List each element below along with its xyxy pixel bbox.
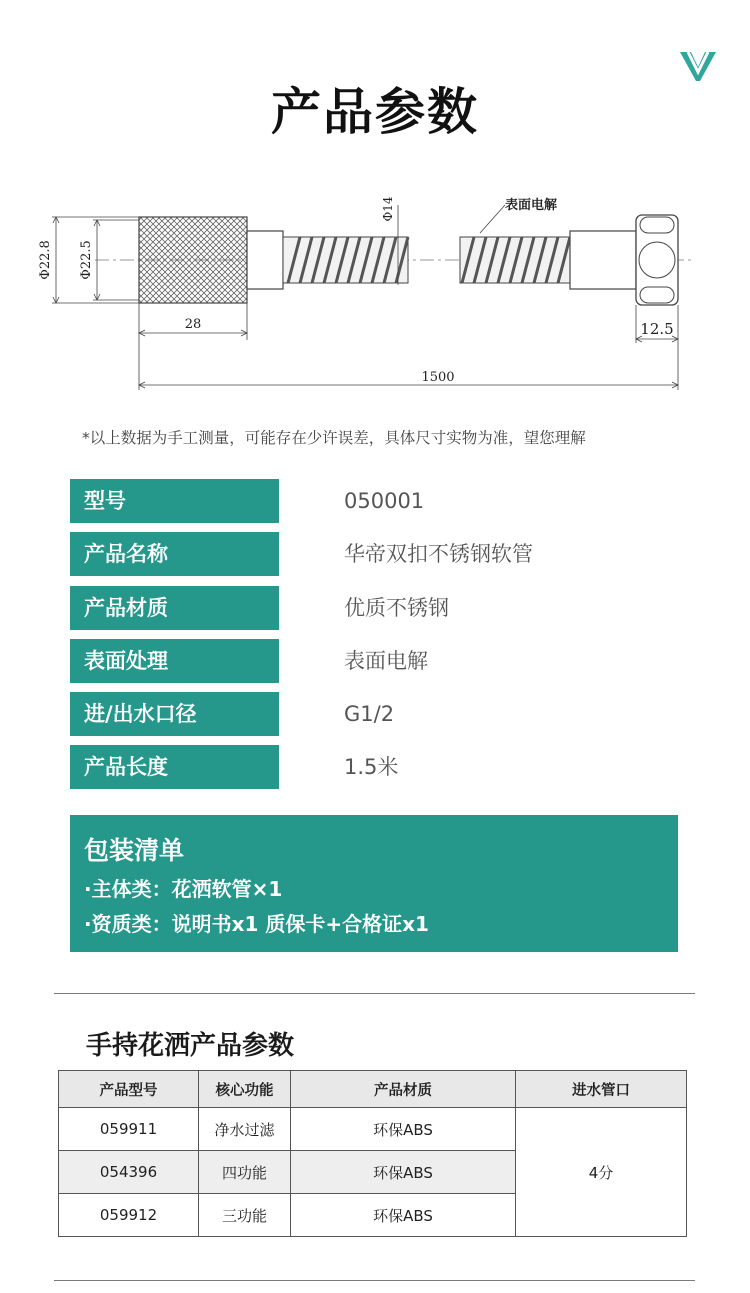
dim-nut-length: 28 — [184, 317, 202, 332]
dim-inner-diameter: Φ22.5 — [79, 240, 94, 280]
knurled-nut — [139, 217, 247, 303]
section-title: 手持花洒产品参数 — [86, 1031, 295, 1061]
table-cell-material: 环保ABS — [291, 1108, 516, 1151]
spec-value: 优质不锈钢 — [344, 596, 449, 620]
table-cell-function: 三功能 — [199, 1194, 291, 1237]
hose-spiral-left — [283, 237, 408, 283]
dim-outer-diameter: Φ22.8 — [38, 240, 53, 280]
package-item: ·主体类：花洒软管×1 — [84, 877, 283, 901]
package-list-box — [70, 815, 678, 952]
table-header: 核心功能 — [199, 1071, 291, 1108]
dim-total-length: 1500 — [421, 370, 455, 385]
spec-label: 产品长度 — [70, 745, 279, 789]
spec-label: 产品名称 — [70, 532, 279, 576]
spec-value: 表面电解 — [344, 649, 428, 673]
spec-row-name — [70, 532, 690, 576]
table-row — [59, 1108, 687, 1151]
package-title: 包装清单 — [84, 836, 185, 865]
spec-value: 050001 — [344, 489, 425, 513]
package-item: ·资质类：说明书x1 质保卡+合格证x1 — [84, 912, 429, 936]
table-cell-inlet: 4分 — [516, 1108, 687, 1237]
hose-dimension-diagram — [30, 185, 720, 405]
spec-row-surface — [70, 639, 690, 683]
table-cell-material: 环保ABS — [291, 1194, 516, 1237]
divider — [54, 993, 695, 994]
table-header: 进水管口 — [516, 1071, 687, 1108]
shower-params-table — [58, 1070, 687, 1237]
dim-hose-diameter: Φ14 — [381, 196, 395, 222]
hose-spiral-right — [460, 237, 570, 283]
spec-label: 型号 — [70, 479, 279, 523]
hex-end-fitting — [636, 215, 678, 305]
table-cell-function: 四功能 — [199, 1151, 291, 1194]
spec-label: 表面处理 — [70, 639, 279, 683]
page-title: 产品参数 — [271, 83, 479, 141]
table-cell-model: 054396 — [59, 1151, 199, 1194]
spec-label: 产品材质 — [70, 586, 279, 630]
table-cell-model: 059911 — [59, 1108, 199, 1151]
table-header: 产品材质 — [291, 1071, 516, 1108]
table-cell-function: 净水过滤 — [199, 1108, 291, 1151]
measurement-disclaimer: *以上数据为手工测量，可能存在少许误差，具体尺寸实物为准，望您理解 — [82, 429, 586, 447]
spec-row-model — [70, 479, 690, 523]
table-cell-model: 059912 — [59, 1194, 199, 1237]
dim-end-length: 12.5 — [640, 320, 674, 338]
spec-row-material — [70, 586, 690, 630]
spec-label: 进/出水口径 — [70, 692, 279, 736]
spec-row-port — [70, 692, 690, 736]
table-header-row — [59, 1071, 687, 1108]
spec-value: 华帝双扣不锈钢软管 — [344, 542, 533, 566]
table-header: 产品型号 — [59, 1071, 199, 1108]
divider — [54, 1280, 695, 1281]
spec-value: G1/2 — [344, 702, 395, 726]
surface-treatment-label: 表面电解 — [505, 198, 558, 213]
spec-value: 1.5米 — [344, 755, 399, 779]
table-cell-material: 环保ABS — [291, 1151, 516, 1194]
spec-row-length — [70, 745, 690, 789]
